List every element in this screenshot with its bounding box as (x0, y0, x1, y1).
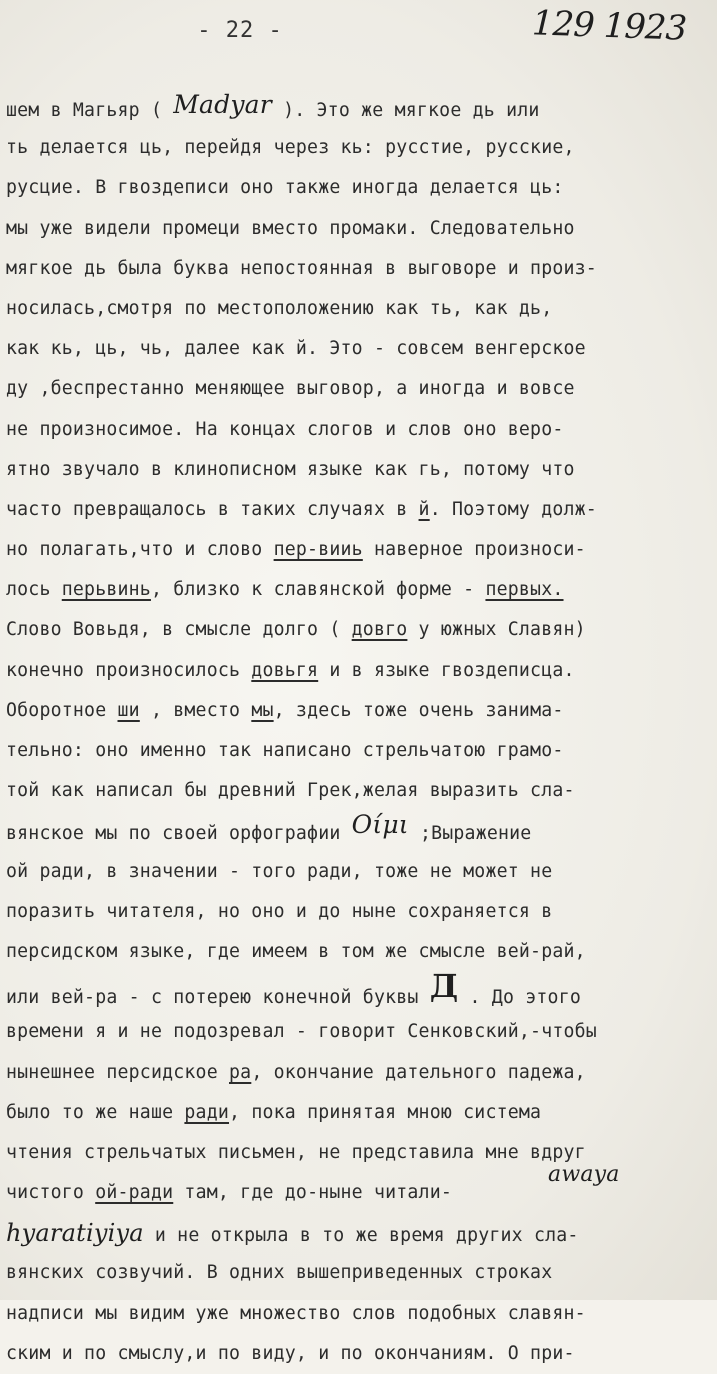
text-line (6, 811, 712, 851)
underlined-word: довго (351, 619, 408, 641)
text-line (6, 1162, 712, 1213)
text-segment: Оборотное (6, 699, 118, 721)
text-segment: ). Это же мягкое дь или (271, 100, 540, 121)
text-line (6, 610, 712, 650)
text-segment: там, где до-ныне читали- (173, 1182, 453, 1204)
text-segment: ;Выражение (408, 823, 532, 845)
text-segment: наверное произноси- (362, 539, 586, 561)
text-line (6, 1334, 712, 1374)
underlined-word: перьвинь (61, 579, 151, 601)
text-segment: мы уже видели промеци вместо промаки. Следовательно (6, 217, 575, 239)
underlined-word: пер-вииь (273, 539, 363, 561)
text-segment: ть делается ць, перейдя через кь: русстие, русские, (6, 137, 575, 159)
text-segment: , здесь тоже очень занима- (273, 699, 564, 721)
underlined-word: ши (117, 699, 140, 721)
handwritten-annotation: awaya (548, 1162, 620, 1188)
underlined-word: мы (251, 699, 274, 721)
text-segment: . До этого (458, 987, 582, 1009)
text-segment: вянских созвучий. В одних вышеприведенных строках (6, 1262, 553, 1284)
text-line (6, 209, 712, 249)
text-segment: как кь, ць, чь, далее как й. Это - совсем венгерское (6, 338, 586, 360)
text-segment: времени я и не подозревал - говорит Сенковский,-чтобы (6, 1021, 597, 1043)
text-line (6, 88, 712, 128)
underlined-word: ра (229, 1061, 252, 1083)
text-line (6, 1213, 712, 1253)
text-segment: Слово Вовьдя, в смысле долго ( (6, 619, 352, 641)
text-line (6, 168, 712, 208)
handwritten-annotation: Д (429, 967, 459, 1006)
text-segment: мягкое дь была буква непостоянная в выговоре и произ- (6, 257, 597, 279)
text-segment: надписи мы видим уже множество слов подобных славян- (6, 1302, 586, 1324)
text-line (6, 651, 712, 691)
text-line (6, 329, 712, 369)
text-line (6, 771, 712, 811)
text-segment: вянское мы по своей орфографии (6, 823, 352, 845)
text-line (6, 490, 712, 530)
handwritten-annotation: hyaratiyiya (6, 1219, 144, 1248)
text-segment: ду ,беспрестанно меняющее выговор, а иногда и вовсе (6, 378, 575, 400)
text-segment: ским и по смыслу,и по виду, и по окончаниям. О при- (6, 1342, 575, 1364)
text-line (6, 691, 712, 731)
text-segment: носилась,смотря по местоположению как ть, как дь, (6, 297, 553, 319)
page-number: - 22 - (197, 18, 283, 43)
text-segment: тельно: оно именно так написано стрельчатою грамо- (6, 740, 564, 761)
text-segment: той как написал бы древний Грек,желая выразить сла- (6, 780, 575, 802)
text-segment: русцие. В гвоздеписи оно также иногда делается ць: (6, 177, 564, 199)
text-line (6, 731, 712, 771)
text-segment: шем в Магьяр ( (6, 100, 174, 121)
underlined-word: ой-ради (95, 1182, 174, 1204)
text-segment: не произносимое. На концах слогов и слов оно веро- (6, 418, 564, 440)
text-segment: чтения стрельчатых письмен, не представила мне вдруг (6, 1141, 586, 1163)
text-line (6, 852, 712, 892)
text-line (6, 530, 712, 570)
text-segment: . Поэтому долж- (429, 498, 597, 520)
text-segment: нынешнее персидское (6, 1061, 229, 1083)
text-segment: , пока принятая мною система (229, 1101, 542, 1123)
text-segment: или вей-ра - с потерею конечной буквы (6, 987, 430, 1009)
text-line (6, 1253, 712, 1293)
text-line (6, 410, 712, 450)
handwritten-archive-mark: 129 1923 (531, 3, 687, 49)
typewritten-text (6, 88, 712, 1374)
underlined-word: первых. (485, 579, 564, 601)
text-segment: поразить читателя, но оно и до ныне сохраняется в (6, 900, 553, 922)
text-segment: ятно звучало в клинописном языке как гь, потому что (6, 458, 575, 480)
text-line (6, 967, 712, 1012)
text-line (6, 1093, 712, 1133)
text-segment: , близко к славянской форме - (150, 579, 486, 601)
text-line (6, 289, 712, 329)
text-line (6, 1294, 712, 1334)
text-line (6, 892, 712, 932)
text-line (6, 369, 712, 409)
underlined-word: й (418, 498, 430, 520)
text-line (6, 249, 712, 289)
handwritten-annotation: Oίμι (351, 810, 409, 840)
text-segment: лось (6, 579, 62, 601)
text-segment: персидском языке, где имеем в том же смысле вей-рай, (6, 940, 586, 962)
text-segment: чистого (6, 1182, 96, 1204)
text-segment: ой ради, в значении - того ради, тоже не может не (6, 860, 553, 882)
text-segment: конечно произносилось (6, 659, 252, 681)
text-segment: но полагать,что и слово (6, 539, 274, 561)
text-line (6, 932, 712, 972)
text-segment: у южных Славян) (407, 619, 586, 641)
handwritten-annotation: Madyar (173, 90, 272, 119)
text-segment: , вместо (139, 699, 252, 721)
text-line (6, 128, 712, 168)
underlined-word: довьгя (251, 659, 319, 681)
text-segment: часто превращалось в таких случаях в (6, 498, 419, 520)
text-segment: и в языке гвоздеписца. (318, 659, 575, 681)
text-line (6, 1053, 712, 1093)
text-line (6, 1012, 712, 1052)
text-segment: было то же наше (6, 1101, 185, 1123)
text-line (6, 450, 712, 490)
text-segment: , окончание дательного падежа, (251, 1061, 586, 1083)
text-segment: и не открыла в то же время других сла- (143, 1225, 579, 1247)
underlined-word: ради (184, 1101, 230, 1123)
text-line (6, 570, 712, 610)
